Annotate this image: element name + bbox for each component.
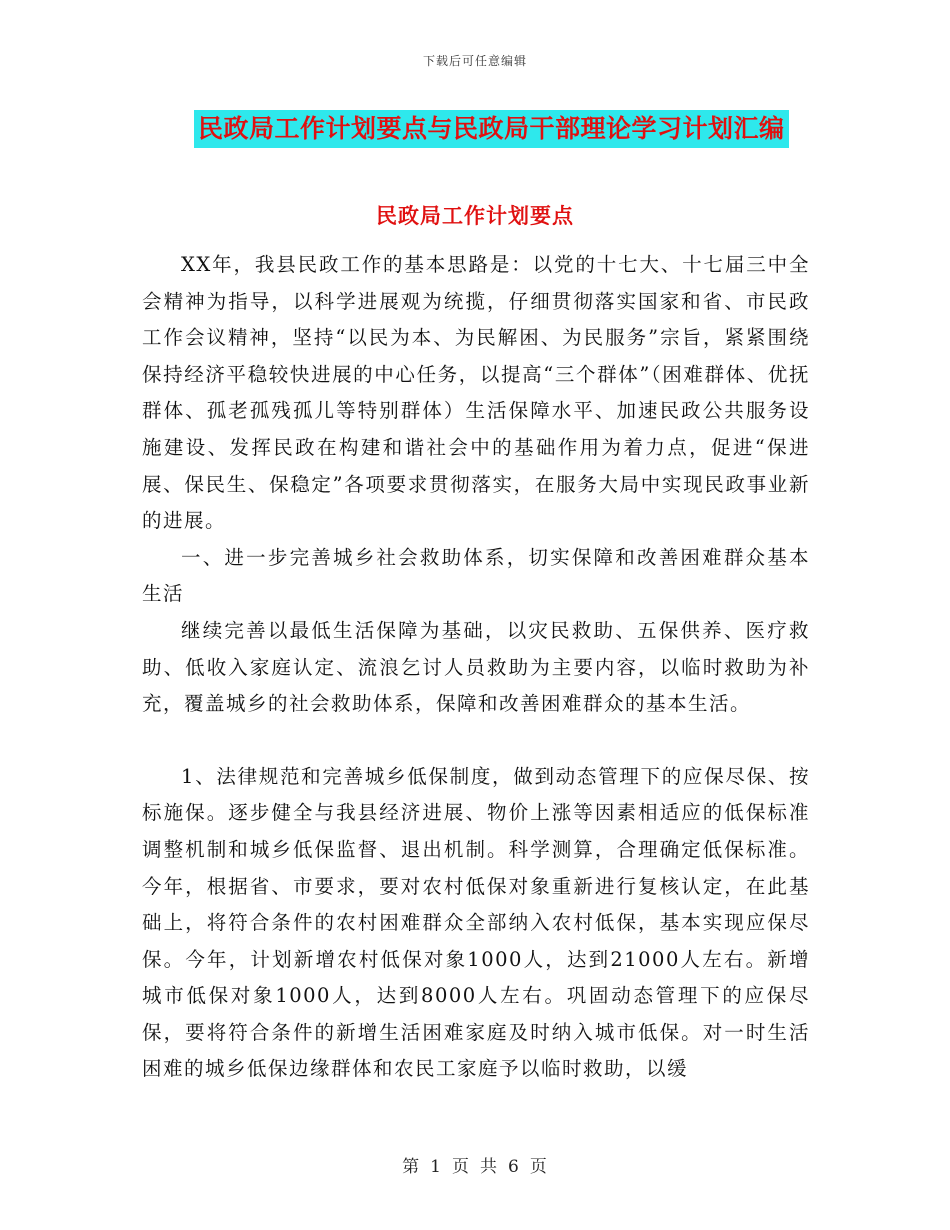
page-footer — [0, 1152, 950, 1177]
document-main-title: 民政局工作计划要点与民政局干部理论学习计划汇编 — [194, 110, 789, 148]
header-note: 下载后可任意编辑 — [422, 54, 527, 68]
footer-prefix: 第 — [402, 1157, 421, 1177]
paragraph-item-1: 1、法律规范和完善城乡低保制度，做到动态管理下的应保尽保、按标施保。逐步健全与我县经济进展、物价上涨等因素相适应的低保标准调整机制和城乡低保监督、退出机制。科学测算，合理确定低保标准。今年，根据省、市要求，要对农村低保对象重新进行复核认定，在此基础上，将符合条件的农村困难群众全部纳入农村低保，基本实现应保尽保。今年，计划新增农村低保对象1000人，达到21000人左右。新增城市低保对象1000人，达到8000人左右。巩固动态管理下的应保尽保，要将符合条件的新增生活困难家庭及时纳入城市低保。对一时生活困难的城乡低保边缘群体和农民工家庭予以临时救助，以缓 — [142, 764, 810, 1081]
total-pages-number: 6 — [508, 1157, 520, 1177]
section-title: 民政局工作计划要点 — [376, 203, 574, 228]
footer-total-prefix: 共 — [480, 1157, 498, 1177]
paragraph-assistance-system: 继续完善以最低生活保障为基础，以灾民救助、五保供养、医疗救助、低收入家庭认定、流浪乞讨人员救助为主要内容，以临时救助为补充，覆盖城乡的社会救助体系，保障和改善困难群众的基本生活。 — [142, 618, 810, 716]
paragraph-intro: XX年，我县民政工作的基本思路是：以党的十七大、十七届三中全会精神为指导，以科学进展观为统揽，仔细贯彻落实国家和省、市民政工作会议精神，坚持“以民为本、为民解困、为民服务”宗旨，紧紧围绕保持经济平稳较快进展的中心任务，以提高“三个群体”（困难群体、优抚群体、孤老孤残孤儿等特别群体）生活保障水平、加速民政公共服务设施建设、发挥民政在构建和谐社会中的基础作用为着力点，促进“保进展、保民生、保稳定”各项要求贯彻落实，在服务大局中实现民政事业新的进展。 — [142, 253, 810, 533]
footer-page-word: 页 — [452, 1157, 470, 1177]
current-page-number: 1 — [430, 1157, 442, 1177]
document-body — [142, 247, 810, 1088]
footer-suffix: 页 — [529, 1157, 548, 1177]
paragraph-heading-1: 一、进一步完善城乡社会救助体系，切实保障和改善困难群众基本生活 — [142, 545, 810, 606]
